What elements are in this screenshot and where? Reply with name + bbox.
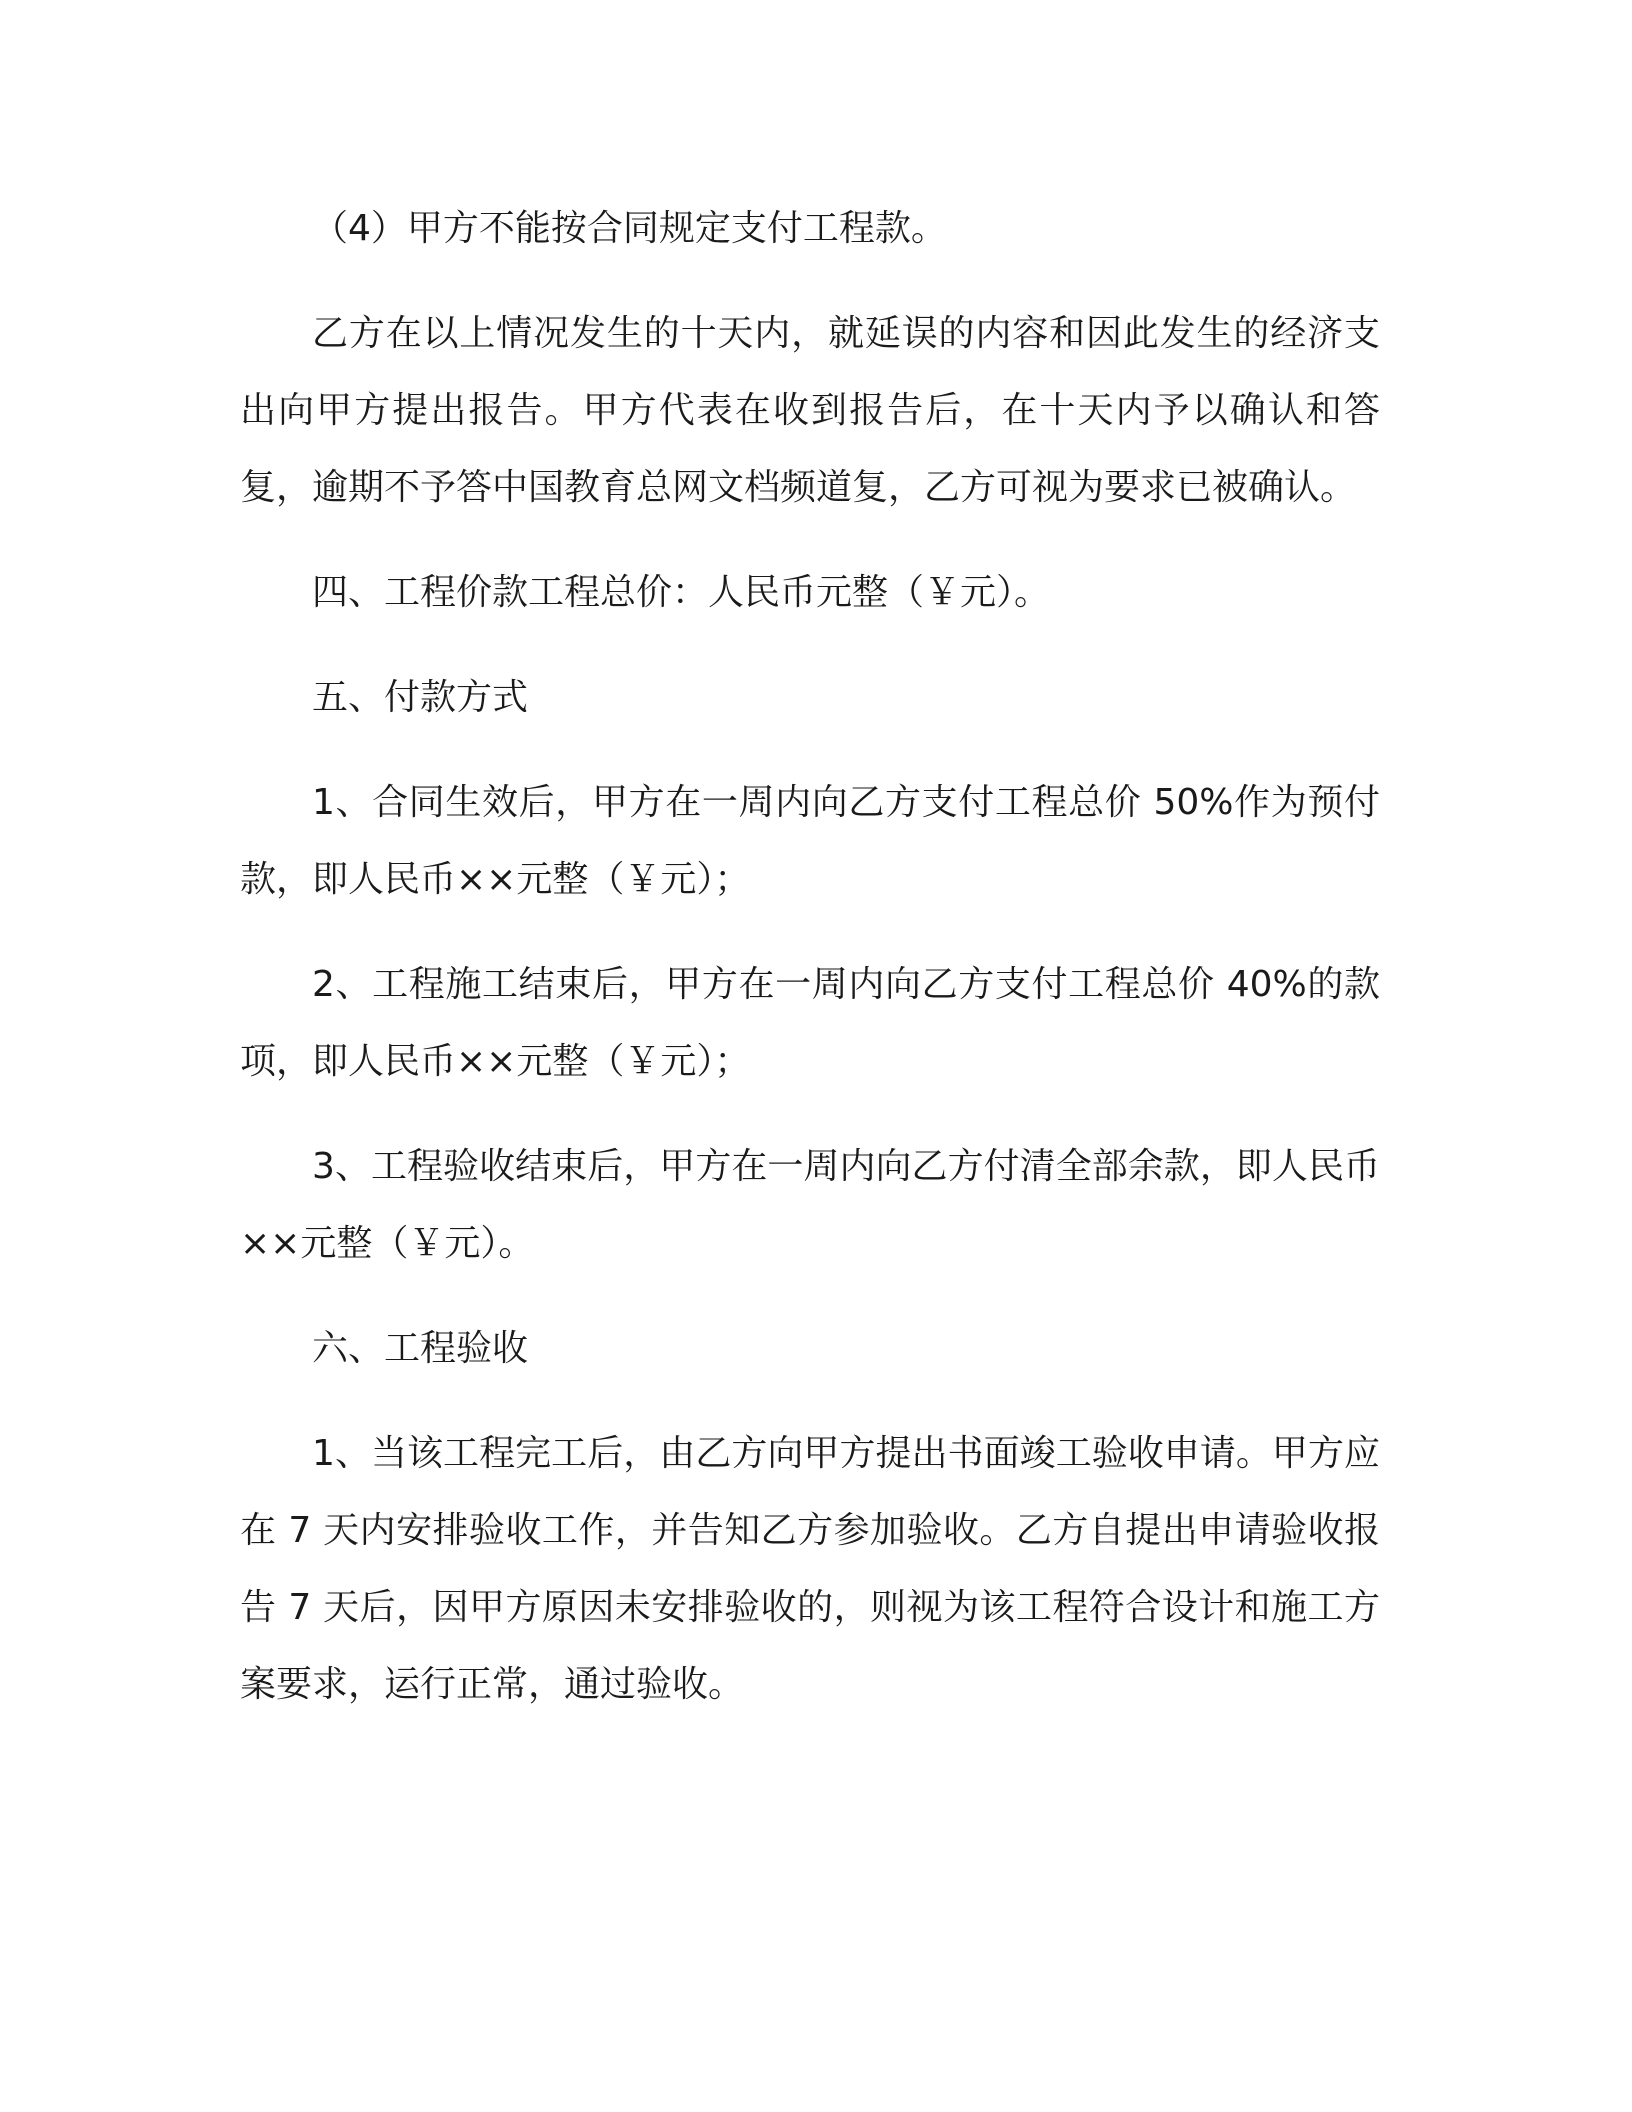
paragraph-payment-1: 1、合同生效后，甲方在一周内向乙方支付工程总价 50%作为预付款，即人民币××元整（￥元）； bbox=[240, 782, 1380, 900]
paragraph-payment-condition-4: （4）甲方不能按合同规定支付工程款。 bbox=[312, 208, 947, 249]
document-body bbox=[240, 190, 1380, 1723]
paragraph-delay-report: 乙方在以上情况发生的十天内，就延误的内容和因此发生的经济支出向甲方提出报告。甲方代表在收到报告后，在十天内予以确认和答复，逾期不予答中国教育总网文档频道复，乙方可视为要求已被确认。 bbox=[240, 313, 1380, 508]
paragraph-acceptance-1: 1、当该工程完工后，由乙方向甲方提出书面竣工验收申请。甲方应在 7 天内安排验收工作，并告知乙方参加验收。乙方自提出申请验收报告 7 天后，因甲方原因未安排验收的，则视为该工程符合设计和施工方案要求，运行正常，通过验收。 bbox=[240, 1433, 1380, 1705]
paragraph-payment-2: 2、工程施工结束后，甲方在一周内向乙方支付工程总价 40%的款项，即人民币××元整（￥元）； bbox=[240, 964, 1380, 1082]
heading-section-5-payment: 五、付款方式 bbox=[312, 677, 529, 718]
paragraph-payment-3: 3、工程验收结束后，甲方在一周内向乙方付清全部余款，即人民币××元整（￥元）。 bbox=[240, 1146, 1380, 1264]
heading-section-4-price: 四、工程价款工程总价：人民币元整（￥元）。 bbox=[312, 572, 1051, 613]
heading-section-6-acceptance: 六、工程验收 bbox=[312, 1328, 529, 1369]
